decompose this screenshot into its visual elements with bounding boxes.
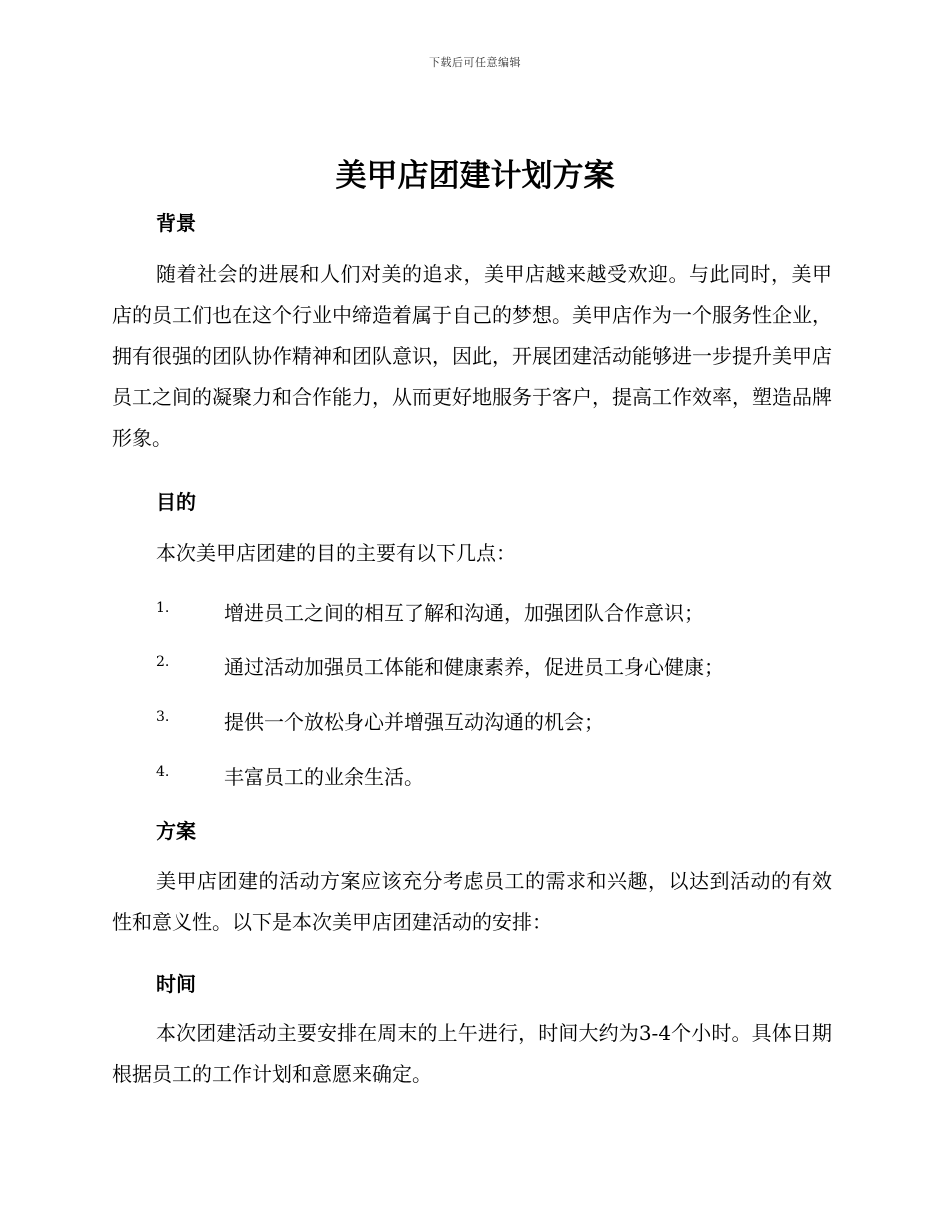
list-item-number: 2. xyxy=(156,654,170,670)
plan-paragraph: 美甲店团建的活动方案应该充分考虑员工的需求和兴趣，以达到活动的有效性和意义性。以下是本次美甲店团建活动的安排： xyxy=(112,869,832,934)
time-paragraph: 本次团建活动主要安排在周末的上午进行，时间大约为3-4个小时。具体日期根据员工的工作计划和意愿来确定。 xyxy=(112,1021,832,1086)
page-header-note: 下载后可任意编辑 xyxy=(429,56,521,69)
section-heading-time: 时间 xyxy=(156,972,196,996)
section-heading-background: 背景 xyxy=(156,211,196,235)
list-item-number: 4. xyxy=(156,764,170,780)
list-item-number: 3. xyxy=(156,709,170,725)
document-title: 美甲店团建计划方案 xyxy=(335,158,615,194)
list-item-text: 丰富员工的业余生活。 xyxy=(224,765,424,789)
list-item-number: 1. xyxy=(156,600,170,616)
list-item-text: 增进员工之间的相互了解和沟通，加强团队合作意识； xyxy=(224,601,704,625)
list-item-text: 提供一个放松身心并增强互动沟通的机会； xyxy=(224,710,604,734)
section-heading-plan: 方案 xyxy=(156,819,196,843)
background-paragraph: 随着社会的进展和人们对美的追求，美甲店越来越受欢迎。与此同时，美甲店的员工们也在这个行业中缔造着属于自己的梦想。美甲店作为一个服务性企业，拥有很强的团队协作精神和团队意识，因此，开展团建活动能够进一步提升美甲店员工之间的凝聚力和合作能力，从而更好地服务于客户，提高工作效率，塑造品牌形象。 xyxy=(112,262,832,450)
list-item-text: 通过活动加强员工体能和健康素养，促进员工身心健康； xyxy=(224,655,724,679)
purpose-intro: 本次美甲店团建的目的主要有以下几点： xyxy=(156,541,516,565)
section-heading-purpose: 目的 xyxy=(156,490,196,514)
